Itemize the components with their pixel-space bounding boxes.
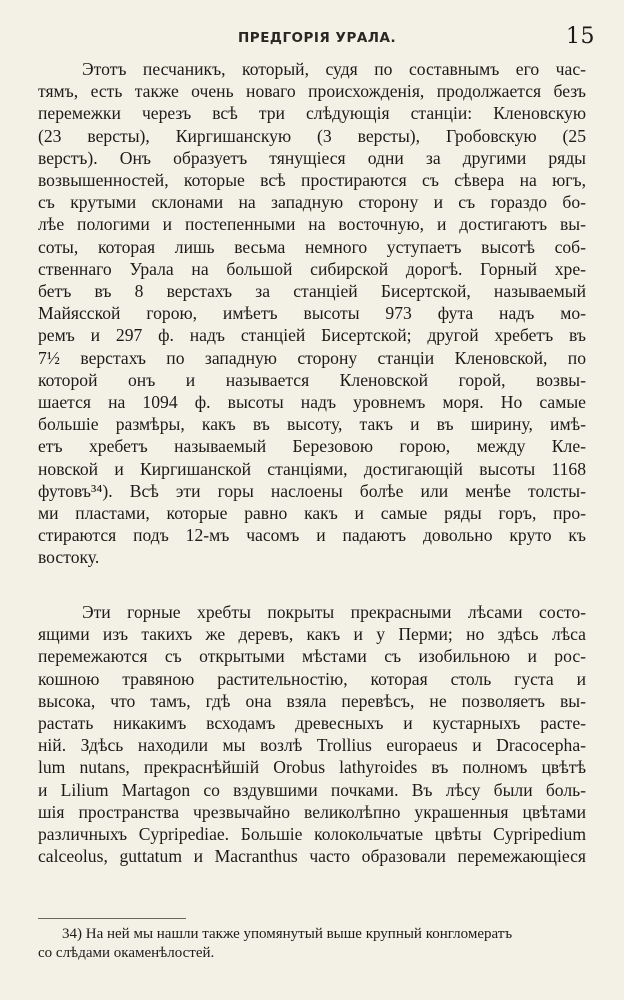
text-line: футовъ³⁴). Всѣ эти горы наслоены болѣе или менѣе толсты-	[38, 480, 586, 501]
paragraph-2	[38, 601, 586, 867]
text-line: ній. Здѣсь находили мы возлѣ Trollius europaeus и Dracocepha-	[38, 735, 586, 756]
footnote-rule	[38, 918, 186, 919]
text-line: ми пластами, которые равно какъ и самые ряды горъ, про-	[38, 503, 586, 524]
text-line: ящими изъ такихъ же деревъ, какъ и у Перми; но здѣсь лѣса	[38, 624, 586, 645]
text-line: перемежки черезъ всѣ три слѣдующія станціи: Кленовскую	[38, 103, 586, 124]
running-title: ПРЕДГОРІЯ УРАЛА.	[238, 30, 397, 46]
text-line: 7½ верстахъ по западную сторону станціи Кленовской, по	[38, 347, 586, 368]
text-line: новской и Киргишанской станціями, достигающій высоты 1168	[38, 458, 586, 479]
text-line: calceolus, guttatum и Macranthus часто образовали перемежающіеся	[38, 846, 586, 867]
text-line: етъ хребетъ называемый Березовою горою, между Кле-	[38, 436, 586, 457]
text-line: большіе размѣры, какъ въ высоту, такъ и въ ширину, имѣ-	[38, 414, 586, 435]
text-line: лѣе пологими и постепенными на восточную, и достигаютъ вы-	[38, 214, 586, 235]
footnote-line: 34) На ней мы нашли также упомянутый выше крупный конгломератъ	[62, 926, 513, 942]
paragraph-1	[38, 58, 586, 569]
text-line: бетъ въ 8 верстахъ за станціей Бисертской, называемый	[38, 281, 586, 302]
text-line: и Lilium Martagon со вздувшими почками. Въ лѣсу были боль-	[38, 779, 586, 800]
text-line: ственнаго Урала на большой сибирской дорогѣ. Горный хре-	[38, 258, 586, 279]
text-line: высока, что тамъ, гдѣ она взяла перевѣсъ, не позволяетъ вы-	[38, 690, 586, 711]
running-head	[0, 24, 624, 54]
text-line: шія пространства чрезвычайно великолѣпно украшенныя цвѣтами	[38, 801, 586, 822]
text-line: соты, которая лишь весьма немного уступаетъ высотѣ соб-	[38, 236, 586, 257]
text-line: съ крутыми склонами на западную сторону и съ гораздо бо-	[38, 192, 586, 213]
text-line: которой онъ и называется Кленовской горой, возвы-	[38, 369, 586, 390]
text-line: Майясской горою, имѣетъ высоты 973 фута надъ мо-	[38, 303, 586, 324]
text-line: тямъ, есть также очень новаго происхожденія, продолжается безъ	[38, 81, 586, 102]
text-line: перемежаются съ открытыми мѣстами съ изобильною и рос-	[38, 646, 586, 667]
text-line: верстъ). Онъ образуетъ тянущіеся одни за другими ряды	[38, 147, 586, 168]
text-line: различныхъ Cypripediae. Большіе колокольчатые цвѣты Cypripedium	[38, 824, 586, 845]
page-number: 15	[566, 24, 595, 49]
text-line: Этотъ песчаникъ, который, судя по составнымъ его час-	[82, 59, 586, 79]
text-line: стираются подъ 12-мъ часомъ и падаютъ довольно круто къ	[38, 525, 586, 546]
text-line: востоку.	[38, 547, 100, 568]
footnote-line: со слѣдами окаменѣлостей.	[38, 944, 215, 961]
text-line: возвышенностей, которые всѣ простираются съ сѣвера на югъ,	[38, 170, 586, 191]
text-line: ремъ и 297 ф. надъ станціей Бисертской; другой хребетъ въ	[38, 325, 586, 346]
text-line: (23 версты), Киргишанскую (3 версты), Гробовскую (25	[38, 125, 586, 146]
text-line: кошною травяною растительностію, которая столь густа и	[38, 668, 586, 689]
text-line: lum nutans, прекраснѣйшій Orobus lathyroides въ полномъ цвѣтѣ	[38, 757, 586, 778]
text-line: Эти горные хребты покрыты прекрасными лѣсами состо-	[82, 602, 586, 622]
footnote	[38, 925, 586, 962]
text-line: растать никакимъ всходамъ древесныхъ и кустарныхъ расте-	[38, 713, 586, 734]
text-line: шается на 1094 ф. высоты надъ уровнемъ моря. Но самые	[38, 392, 586, 413]
